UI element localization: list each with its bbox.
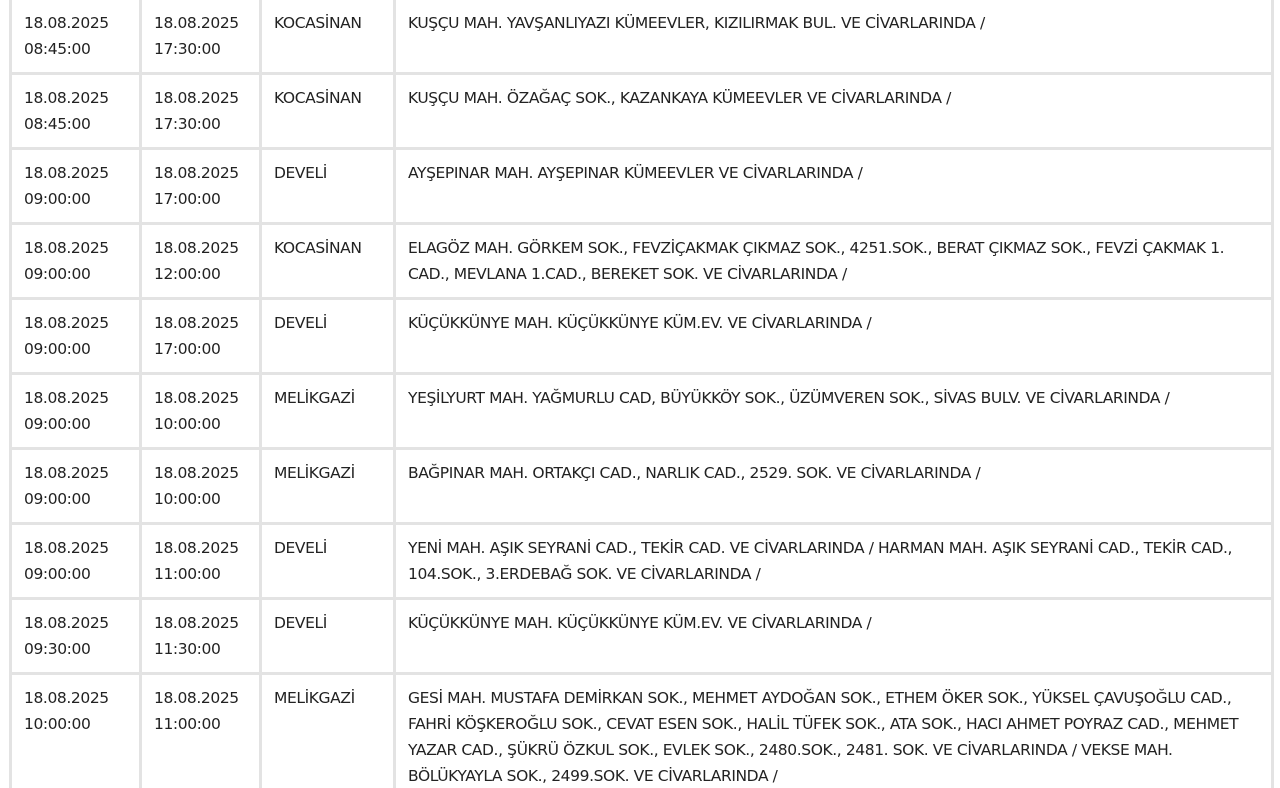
table-row	[12, 225, 1271, 297]
end-datetime-cell: 18.08.2025 11:00:00	[142, 675, 259, 788]
table-row	[12, 375, 1271, 447]
table-row	[12, 150, 1271, 222]
district-cell: MELİKGAZİ	[262, 375, 393, 447]
table-row	[12, 600, 1271, 672]
table-row	[12, 675, 1271, 788]
start-datetime-cell: 18.08.2025 09:00:00	[12, 150, 139, 222]
address-cell: KÜÇÜKKÜNYE MAH. KÜÇÜKKÜNYE KÜM.EV. VE CİVARLARINDA /	[396, 300, 1271, 372]
address-cell: AYŞEPINAR MAH. AYŞEPINAR KÜMEEVLER VE CİVARLARINDA /	[396, 150, 1271, 222]
address-cell: GESİ MAH. MUSTAFA DEMİRKAN SOK., MEHMET AYDOĞAN SOK., ETHEM ÖKER SOK., YÜKSEL ÇAVUŞOĞLU CAD., FAHRİ KÖŞKEROĞLU SOK., CEVAT ESEN SOK., HALİL TÜFEK SOK., ATA SOK., HACI AHMET POYRAZ CAD., MEHMET YAZAR CAD., ŞÜKRÜ ÖZKUL SOK., EVLEK SOK., 2480.SOK., 2481. SOK. VE CİVARLARINDA / VEKSE MAH. BÖLÜKYAYLA SOK., 2499.SOK. VE CİVARLARINDA /	[396, 675, 1271, 788]
end-datetime-cell: 18.08.2025 17:30:00	[142, 0, 259, 72]
table-row	[12, 450, 1271, 522]
address-cell: YEŞİLYURT MAH. YAĞMURLU CAD, BÜYÜKKÖY SOK., ÜZÜMVEREN SOK., SİVAS BULV. VE CİVARLARINDA /	[396, 375, 1271, 447]
outage-table	[9, 0, 1274, 788]
end-datetime-cell: 18.08.2025 12:00:00	[142, 225, 259, 297]
district-cell: KOCASİNAN	[262, 0, 393, 72]
end-datetime-cell: 18.08.2025 11:30:00	[142, 600, 259, 672]
address-cell: KÜÇÜKKÜNYE MAH. KÜÇÜKKÜNYE KÜM.EV. VE CİVARLARINDA /	[396, 600, 1271, 672]
start-datetime-cell: 18.08.2025 09:30:00	[12, 600, 139, 672]
end-datetime-cell: 18.08.2025 17:30:00	[142, 75, 259, 147]
district-cell: MELİKGAZİ	[262, 675, 393, 788]
district-cell: DEVELİ	[262, 525, 393, 597]
start-datetime-cell: 18.08.2025 10:00:00	[12, 675, 139, 788]
end-datetime-cell: 18.08.2025 17:00:00	[142, 150, 259, 222]
district-cell: MELİKGAZİ	[262, 450, 393, 522]
table-row	[12, 0, 1271, 72]
address-cell: ELAGÖZ MAH. GÖRKEM SOK., FEVZİÇAKMAK ÇIKMAZ SOK., 4251.SOK., BERAT ÇIKMAZ SOK., FEVZİ ÇAKMAK 1. CAD., MEVLANA 1.CAD., BEREKET SOK. VE CİVARLARINDA /	[396, 225, 1271, 297]
start-datetime-cell: 18.08.2025 09:00:00	[12, 450, 139, 522]
district-cell: DEVELİ	[262, 300, 393, 372]
end-datetime-cell: 18.08.2025 11:00:00	[142, 525, 259, 597]
address-cell: KUŞÇU MAH. ÖZAĞAÇ SOK., KAZANKAYA KÜMEEVLER VE CİVARLARINDA /	[396, 75, 1271, 147]
table-row	[12, 75, 1271, 147]
address-cell: KUŞÇU MAH. YAVŞANLIYAZI KÜMEEVLER, KIZILIRMAK BUL. VE CİVARLARINDA /	[396, 0, 1271, 72]
address-cell: BAĞPINAR MAH. ORTAKÇI CAD., NARLIK CAD., 2529. SOK. VE CİVARLARINDA /	[396, 450, 1271, 522]
start-datetime-cell: 18.08.2025 09:00:00	[12, 300, 139, 372]
start-datetime-cell: 18.08.2025 08:45:00	[12, 75, 139, 147]
table-row	[12, 525, 1271, 597]
end-datetime-cell: 18.08.2025 10:00:00	[142, 450, 259, 522]
district-cell: DEVELİ	[262, 600, 393, 672]
start-datetime-cell: 18.08.2025 09:00:00	[12, 225, 139, 297]
start-datetime-cell: 18.08.2025 09:00:00	[12, 375, 139, 447]
address-cell: YENİ MAH. AŞIK SEYRANİ CAD., TEKİR CAD. VE CİVARLARINDA / HARMAN MAH. AŞIK SEYRANİ CAD., TEKİR CAD., 104.SOK., 3.ERDEBAĞ SOK. VE CİVARLARINDA /	[396, 525, 1271, 597]
end-datetime-cell: 18.08.2025 17:00:00	[142, 300, 259, 372]
district-cell: KOCASİNAN	[262, 75, 393, 147]
district-cell: KOCASİNAN	[262, 225, 393, 297]
table-row	[12, 300, 1271, 372]
district-cell: DEVELİ	[262, 150, 393, 222]
end-datetime-cell: 18.08.2025 10:00:00	[142, 375, 259, 447]
start-datetime-cell: 18.08.2025 08:45:00	[12, 0, 139, 72]
start-datetime-cell: 18.08.2025 09:00:00	[12, 525, 139, 597]
